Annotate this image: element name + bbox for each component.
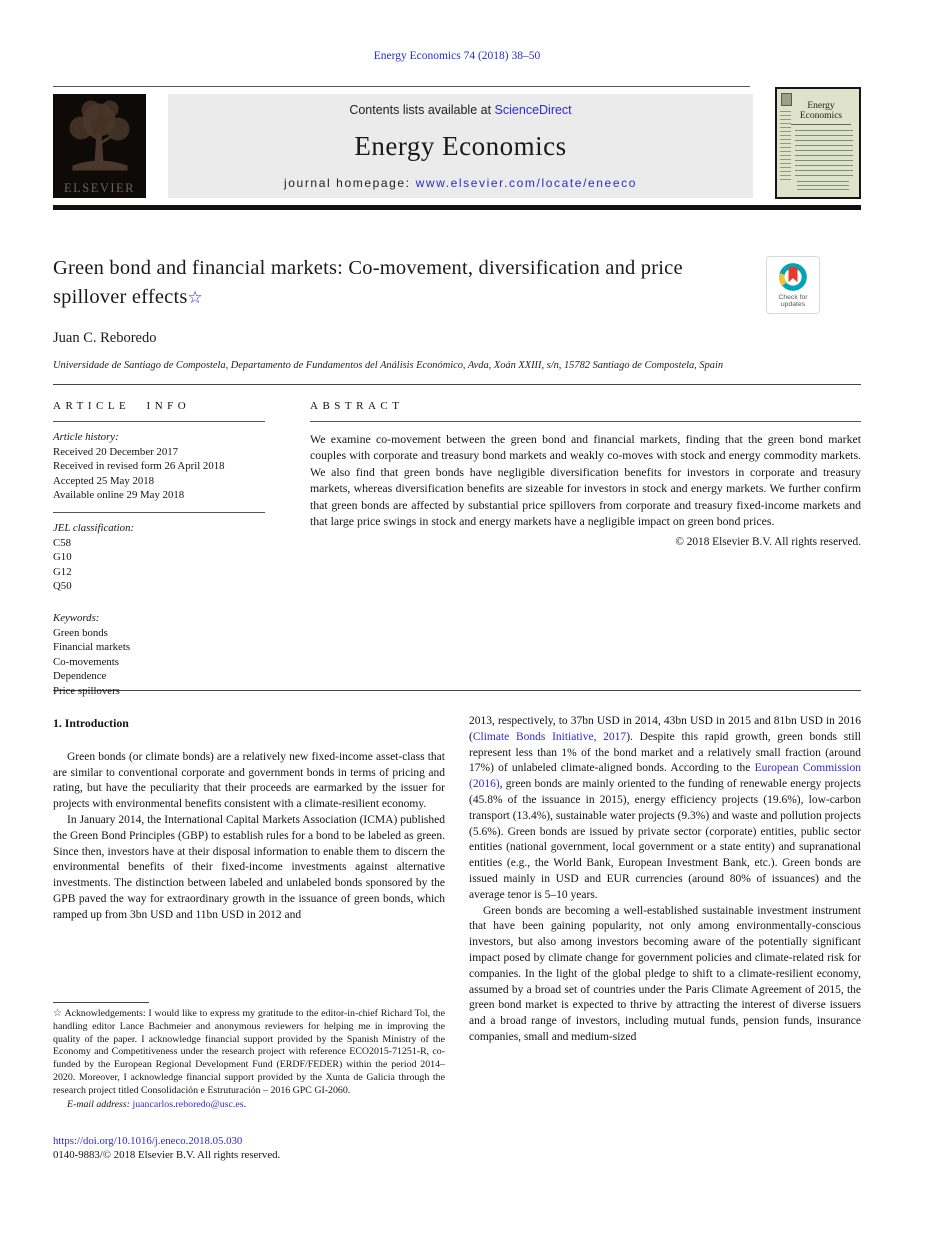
article-info-heading: ARTICLE INFO	[53, 400, 191, 412]
history-item: Received in revised form 26 April 2018	[53, 460, 225, 473]
introduction-heading: 1. Introduction	[53, 716, 129, 730]
imprint-block	[53, 1134, 861, 1162]
crossmark-icon	[778, 262, 808, 292]
title-footnote-star[interactable]: ☆	[187, 288, 203, 307]
body-column-right	[469, 714, 861, 1112]
info-rule-1	[53, 421, 265, 422]
abstract-text: We examine co-movement between the green bond and financial markets, finding that the green bond market couples with corporate and treasury bond markets and weakly co-moves with stock and energy commodity markets. We also find that green bonds have negligible diversification benefits for investors in corporate and treasury markets, whereas diversification benefits are sizeable for investors in stock and energy markets. We further confirm that green bonds are affected by substantial price spillovers from corporate and treasury fixed-income markets and that large price swings in stock and energy markets have a negligible impact on green bond prices.	[310, 432, 861, 529]
cover-logo-icon	[781, 93, 792, 106]
sciencedirect-link[interactable]: ScienceDirect	[494, 103, 572, 117]
elsevier-wordmark: ELSEVIER	[63, 181, 136, 195]
email-line: E-mail address: juancarlos.reboredo@usc.es.	[67, 1099, 247, 1111]
keywords-block: Keywords: Green bonds Financial markets Co-movements Dependence Price spillovers	[53, 611, 281, 699]
footnote-star-icon: ☆	[53, 1007, 63, 1019]
email-link[interactable]: juancarlos.reboredo@usc.es	[132, 1099, 244, 1111]
cover-title: Energy Economics	[791, 101, 851, 125]
footnote-text: ☆ Acknowledgements: I would like to express my gratitude to the editor-in-chief Richard Tol, the handling editor Lance Bachmeier and anonymous reviewers for helping me in improving the quality of the paper. I acknowledge financial support provided by the Spanish Ministry of the Economy and Competitiveness under the research project with reference ECO2015-71251-R, co-funded by the European Regional Development Fund (ERDF/FEDER) within the period 2014–2020. Moreover, I acknowledge financial support provided by the Xunta de Galicia through the research project titled Consolidación e Estruturación – 2016 GPC GI-2060.	[53, 1007, 445, 1097]
history-item: Received 20 December 2017	[53, 445, 179, 458]
history-item: Available online 29 May 2018	[53, 489, 185, 502]
article-history: Article history: Received 20 December 2017 Received in revised form 26 April 2018 Accepted 25 May 2018 Available online 29 May 2018	[53, 430, 281, 503]
doi-link[interactable]: https://doi.org/10.1016/j.eneco.2018.05.030	[53, 1135, 243, 1147]
footnote-rule	[53, 1002, 149, 1003]
intro-paragraph: Green bonds are becoming a well-established sustainable investment instrument that have been gaining popularity, not only among environmentally-conscious investors, but also among investors becoming aware of the potentially significant impact posed by climate change for government policies and climate-related risk for companies. In the light of the global pledge to shift to a climate-resilient economy, assumed by a broad set of countries under the Paris Climate Agreement of 2015, the green bond market is expected to thrive by attracting the interest of diverse issuers and a broad range of investors, including mutual funds, pension funds, insurance companies, small and medium-sized	[469, 904, 861, 1043]
journal-citation[interactable]: Energy Economics 74 (2018) 38–50	[373, 50, 541, 62]
article-title: Green bond and financial markets: Co-movement, diversification and price spillover effects☆	[53, 257, 683, 308]
body-columns	[53, 714, 861, 1112]
elsevier-logo[interactable]	[53, 94, 146, 198]
intro-paragraph: 2013, respectively, to 37bn USD in 2014, 43bn USD in 2015 and 81bn USD in 2016 (Climate Bonds Initiative, 2017). Despite this rapid growth, green bonds still represent less than 1% of the bond market and a relatively small fraction (around 17%) of unlabeled climate-aligned bonds. According to the European Commission (2016), green bonds are mainly oriented to the funding of renewable energy projects (45.8% of the issuance in 2015), energy efficiency projects (19.6%), low-carbon transport (13.4%), sustainable water projects (9.3%) and waste and pollution projects (5.6%). Green bonds are issued by private sector (corporate) entities, public sector entities (national government, local government or a state entity) and supranational entities (e.g., the World Bank, European Investment Bank, etc.). Green bonds are issued mainly in USD and EUR currencies (around 80% of issuances) and the average tenor is 5–10 years.	[469, 715, 861, 901]
intro-paragraph: In January 2014, the International Capital Markets Association (ICMA) published the Green Bond Principles (GBP) to establish rules for a bond to be labeled as green. Since then, investors have at their disposal information to enable them to discern the environmental benefits of their fixed-income investments against alternative investments. The distinction between labeled and unlabeled bonds sponsored by the GPB paved the way for extraordinary growth in the issuance of green bonds, which ramped up from 3bn USD and 11bn USD in 2012 and	[53, 813, 445, 921]
keyword-item: Dependence	[53, 670, 107, 683]
cover-side-text	[780, 111, 791, 181]
journal-header	[53, 87, 861, 199]
jel-item: C58	[53, 536, 71, 549]
contents-line: Contents lists available at ScienceDirect	[349, 103, 572, 117]
body-column-left	[53, 714, 445, 1112]
citation-link-climate-bonds[interactable]: Climate Bonds Initiative, 2017	[472, 730, 627, 743]
jel-item: G12	[53, 565, 72, 578]
abstract-column	[310, 400, 861, 677]
intro-paragraph: Green bonds (or climate bonds) are a relatively new fixed-income asset-class that are similar to conventional corporate and government bonds in terms of pricing and rating, but have the peculiarity that their proceeds are earmarked by the issuer for projects with environmental benefits consistent with a climate-resilient economy.	[53, 750, 445, 811]
info-rule-2	[53, 512, 265, 513]
abstract-rule	[310, 421, 861, 422]
history-item: Accepted 25 May 2018	[53, 474, 155, 487]
author-affiliation: Universidade de Santiago de Compostela, Departamento de Fundamentos del Análisis Económico, Avda, Xoán XXIII, s/n, 15782 Santiago de Compostela, Spain	[53, 360, 724, 371]
journal-cover-thumbnail[interactable]	[775, 87, 861, 199]
jel-item: Q50	[53, 580, 72, 593]
check-for-updates-badge[interactable]	[766, 256, 820, 314]
acknowledgements-footnote	[53, 1002, 445, 1112]
cover-footer-lines	[797, 181, 849, 191]
header-divider-bar	[53, 205, 861, 210]
journal-homepage-link[interactable]: www.elsevier.com/locate/eneeco	[415, 176, 637, 190]
keyword-item: Co-movements	[53, 655, 119, 668]
keyword-item: Price spillovers	[53, 684, 120, 697]
check-for-updates-label: Check for updates	[778, 293, 808, 308]
jel-classification: JEL classification: C58 G10 G12 Q50	[53, 521, 281, 594]
journal-title: Energy Economics	[354, 131, 567, 161]
cover-toc-lines	[795, 130, 853, 178]
citation-link-european-commission[interactable]: European Commission (2016)	[469, 762, 861, 791]
issn-copyright-line: 0140-9883/© 2018 Elsevier B.V. All rights reserved.	[53, 1149, 281, 1161]
journal-masthead	[168, 94, 753, 198]
abstract-copyright: © 2018 Elsevier B.V. All rights reserved.	[675, 536, 861, 549]
jel-item: G10	[53, 551, 72, 564]
abstract-heading: ABSTRACT	[310, 400, 404, 412]
author-name: Juan C. Reboredo	[53, 330, 157, 346]
homepage-line: journal homepage: www.elsevier.com/locate/eneeco	[284, 176, 637, 190]
elsevier-tree-icon	[61, 96, 139, 180]
keyword-item: Green bonds	[53, 626, 108, 639]
keyword-item: Financial markets	[53, 641, 131, 654]
article-info-column	[53, 400, 281, 697]
